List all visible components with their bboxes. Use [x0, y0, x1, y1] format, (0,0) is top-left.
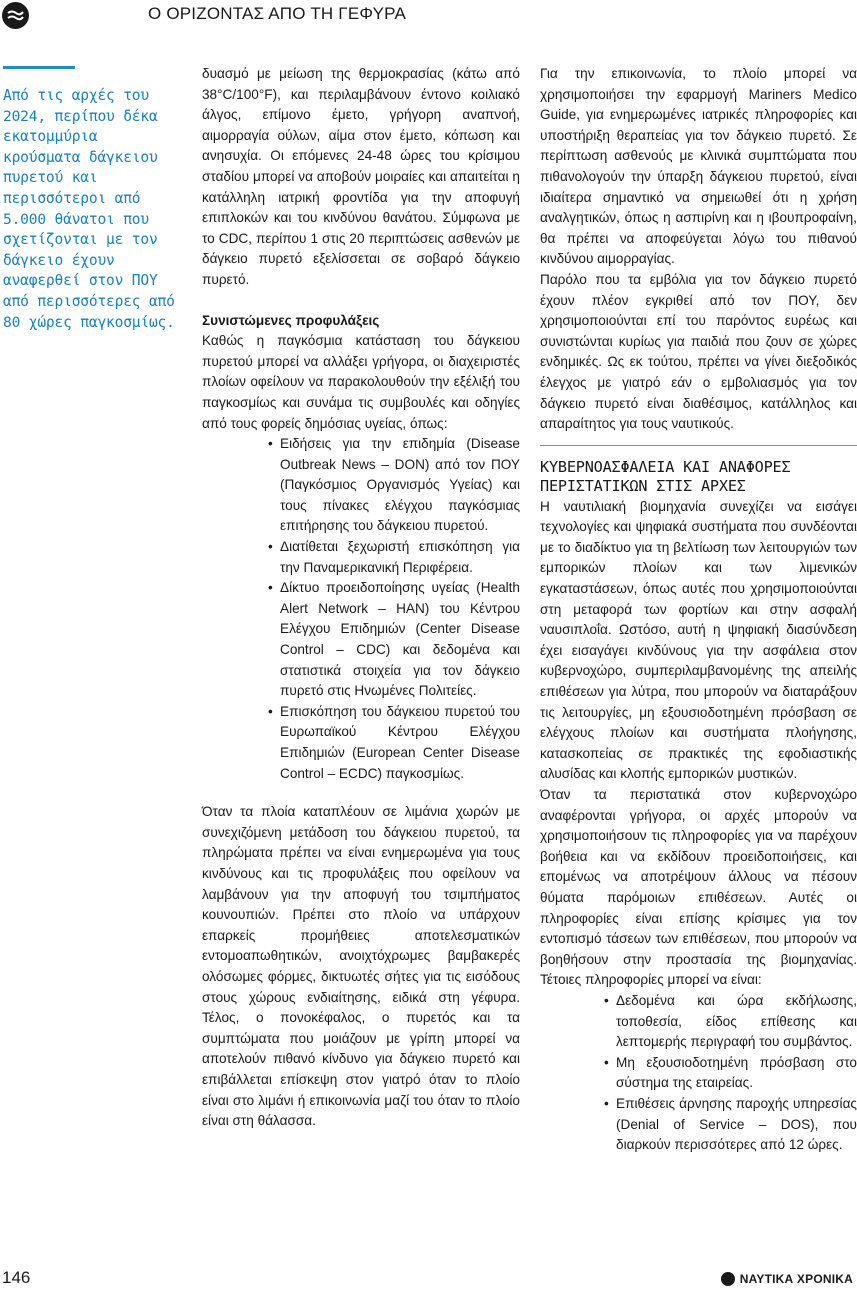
bullet-list [280, 434, 520, 784]
article-column-right [540, 64, 857, 1156]
section-heading: ΚΥΒΕΡΝΟΑΣΦΑΛΕΙΑ ΚΑΙ ΑΝΑΦΟΡΕΣ ΠΕΡΙΣΤΑΤΙΚΩΝ ΣΤΙΣ ΑΡΧΕΣ [540, 457, 791, 496]
paragraph: Όταν τα περιστατικά στον κυβερνοχώρο αναφέρονται γρήγορα, οι αρχές μπορούν να χρησιμοποιήσουν τις πληροφορίες για να παρέχουν βοήθεια και να εκδίδουν προειδοποιήσεις, και επομένως να αποτρέψουν άλλους να πέσουν θύματα παρόμοιων επιθέσεων. Αυτές οι πληροφορίες είναι επίσης κρίσιμες για τον εντοπισμό τάσεων των επιθέσεων, που μπορούν να βοηθήσουν στην προστασία της βιομηχανίας. Τέτοιες πληροφορίες μπορεί να είναι: [540, 787, 857, 988]
pull-quote: Από τις αρχές του 2024, περίπου δέκα εκατομμύρια κρούσματα δάγκειου πυρετού και περισσότεροι από 5.000 θάνατοι που σχετίζονται με τον δάγκειο έχουν αναφερθεί στον ΠΟΥ από περισσότερες από 80 χώρες παγκοσμίως. [3, 87, 175, 331]
paragraph: Όταν τα πλοία καταπλέουν σε λιμάνια χωρών με συνεχιζόμενη μετάδοση του δάγκειου πυρετού, τα πληρώματα πρέπει να είναι ενημερωμένα για τους κινδύνους και τις προφυλάξεις που οφείλουν να λαμβάνουν για την αποφυγή του τσιμπήματος κουνουπιών. Πρέπει στο πλοίο να υπάρχουν επαρκείς προμήθειες αποτελεσματικών εντομοαπωθητικών, ανοιχτόχρωμες βαμβακερές ολόσωμες φόρμες, δικτυωτές σήτες για τις εισόδους στους χώρους ενδιαίτησης, ειδικά στη γέφυρα. Τέλος, ο πονοκέφαλος, ο πυρετός και τα συμπτώματα που μοιάζουν με γρίπη μπορεί να αποτελούν πιθανό κίνδυνο για δάγκειο πυρετό και επιβάλλεται επίσκεψη στον γιατρό όταν το πλοίο είναι στο λιμάνι ή επικοινωνία μαζί του όταν το πλοίο είναι στη θάλασσα. [202, 804, 520, 1129]
paragraph: Παρόλο που τα εμβόλια για τον δάγκειο πυρετό έχουν πλέον εγκριθεί από τον ΠΟΥ, δεν χρησιμοποιούνται επί του παρόντος ευρέως και συνιστώνται κυρίως για παιδιά που ζουν σε χώρες ενδημικές. Ως εκ τούτου, πρέπει να γίνει διεξοδικός έλεγχος με γιατρό εάν ο εμβολιασμός για τον δάγκειο πυρετό είναι διαθέσιμος, κατάλληλος και απαραίτητος για τους ναυτικούς. [540, 271, 857, 432]
paragraph: Για την επικοινωνία, το πλοίο μπορεί να χρησιμοποιήσει την εφαρμογή Mariners Medico Guide, για ενημερωμένες ιατρικές πληροφορίες και υποστήριξη θεραπείας για τον δάγκειο πυρετό. Σε περίπτωση ασθενούς με κλινικά συμπτώματα που πιθανολογούν την ύπαρξη δάγκειου πυρετού, είναι ιδιαίτερα σημαντικό να σημειωθεί ότι η χρήση αναλγητικών, όπως η ασπιρίνη και η ιβουπροφαίνη, θα πρέπει να αποφεύγεται λόγω του πιθανού κινδύνου αιμορραγίας. [540, 66, 857, 267]
wave-icon [7, 9, 24, 22]
list-item: • Μη εξουσιοδοτημένη πρόσβαση στο σύστημα της εταιρείας. [616, 1053, 857, 1094]
list-item: • Διατίθεται ξεχωριστή επισκόπηση για την Παναμερικανική Περιφέρεια. [280, 537, 520, 578]
list-item: • Επισκόπηση του δάγκειου πυρετού του Ευρωπαϊκού Κέντρου Ελέγχου Επιδημιών (European Center Disease Control – ECDC) παγκοσμίως. [280, 702, 520, 784]
brand-logo-icon [721, 1272, 735, 1286]
page-number: 146 [2, 1268, 31, 1287]
section-title: Ο ΟΡΙΖΟΝΤΑΣ ΑΠΟ ΤΗ ΓΕΦΥΡΑ [148, 4, 406, 23]
article-column-middle [202, 64, 520, 1132]
paragraph: Η ναυτιλιακή βιομηχανία συνεχίζει να εισάγει τεχνολογίες και ψηφιακά συστήματα που συνδέονται με το διαδίκτυο για τη βελτίωση των λειτουργιών των εμπορικών πλοίων και των λιμενικών εγκαταστάσεων, όπως αυτές που χρησιμοποιούνται στη μεταφορά των φορτίων και στην ασφαλή ναυσιπλοΐα. Ωστόσο, αυτή η ψηφιακή διασύνδεση έχει εισαγάγει κινδύνους για την ασφάλεια στον κυβερνοχώρο, συμπεριλαμβανομένης της απειλής επιθέσεων για λύτρα, που μπορούν να διαταράξουν τις λειτουργίες, μη εξουσιοδοτημένη πρόσβαση σε ελέγχους πλοίων και συστήματα πλοήγησης, κατασκοπείας σε πρακτικές της εφοδιαστικής αλυσίδας και κλοπής εμπορικών μυστικών. [540, 498, 857, 782]
section-divider [540, 445, 857, 446]
list-item: • Δίκτυο προειδοποίησης υγείας (Health Alert Network – HAN) του Κέντρου Ελέγχου Επιδημιών (Center Disease Control – CDC) και δεδομένα και στατιστικά στοιχεία για τον δάγκειο πυρετό στις Ηνωμένες Πολιτείες. [280, 578, 520, 702]
paragraph: δυασμό με μείωση της θερμοκρασίας (κάτω από 38°C/100°F), και περιλαμβάνουν έντονο κοιλιακό άλγος, επίμονο έμετο, γρήγορη αναπνοή, αιμορραγία ούλων, αίμα στον έμετο, κόπωση και ανησυχία. Οι επόμενες 24-48 ώρες του κρίσιμου σταδίου μπορεί να αποβούν μοιραίες και απαιτείται η κατάλληλη ιατρική φροντίδα για την αποφυγή επιπλοκών και του κινδύνου θανάτου. Σύμφωνα με το CDC, περίπου 1 στις 20 περιπτώσεις ασθενών με δάγκειο πυρετό εξελίσσεται σε σοβαρό δάγκειο πυρετό. [202, 66, 520, 287]
list-item: • Επιθέσεις άρνησης παροχής υπηρεσίας (Denial of Service – DOS), που διαρκούν περισσότερες από 12 ώρες. [616, 1094, 857, 1156]
list-item: • Ειδήσεις για την επιδημία (Disease Outbreak News – DON) από τον ΠΟΥ (Παγκόσμιος Οργανισμός Υγείας) και τους πίνακες ελέγχου παγκόσμιας επιτήρησης του δάγκειου πυρετού. [280, 434, 520, 537]
list-item: • Δεδομένα και ώρα εκδήλωσης, τοποθεσία, είδος επίθεσης και λεπτομερής περιγραφή του συμβάντος. [616, 991, 857, 1053]
bullet-list [616, 991, 857, 1156]
subheading: Συνιστώμενες προφυλάξεις [202, 312, 380, 328]
magazine-logo-icon [2, 2, 29, 29]
paragraph: Καθώς η παγκόσμια κατάσταση του δάγκειου πυρετού μπορεί να αλλάξει γρήγορα, οι διαχειριστές πλοίων οφείλουν να παρακολουθούν την εξέλιξή του παγκοσμίως και συνάμα τις συμβουλές και οδηγίες από τους φορείς δημόσιας υγείας, όπως: [202, 333, 520, 431]
pull-quote-rule [3, 66, 75, 69]
publication-brand [721, 1272, 853, 1286]
brand-name: ΝΑΥΤΙΚΑ ΧΡΟΝΙΚΑ [739, 1272, 853, 1286]
